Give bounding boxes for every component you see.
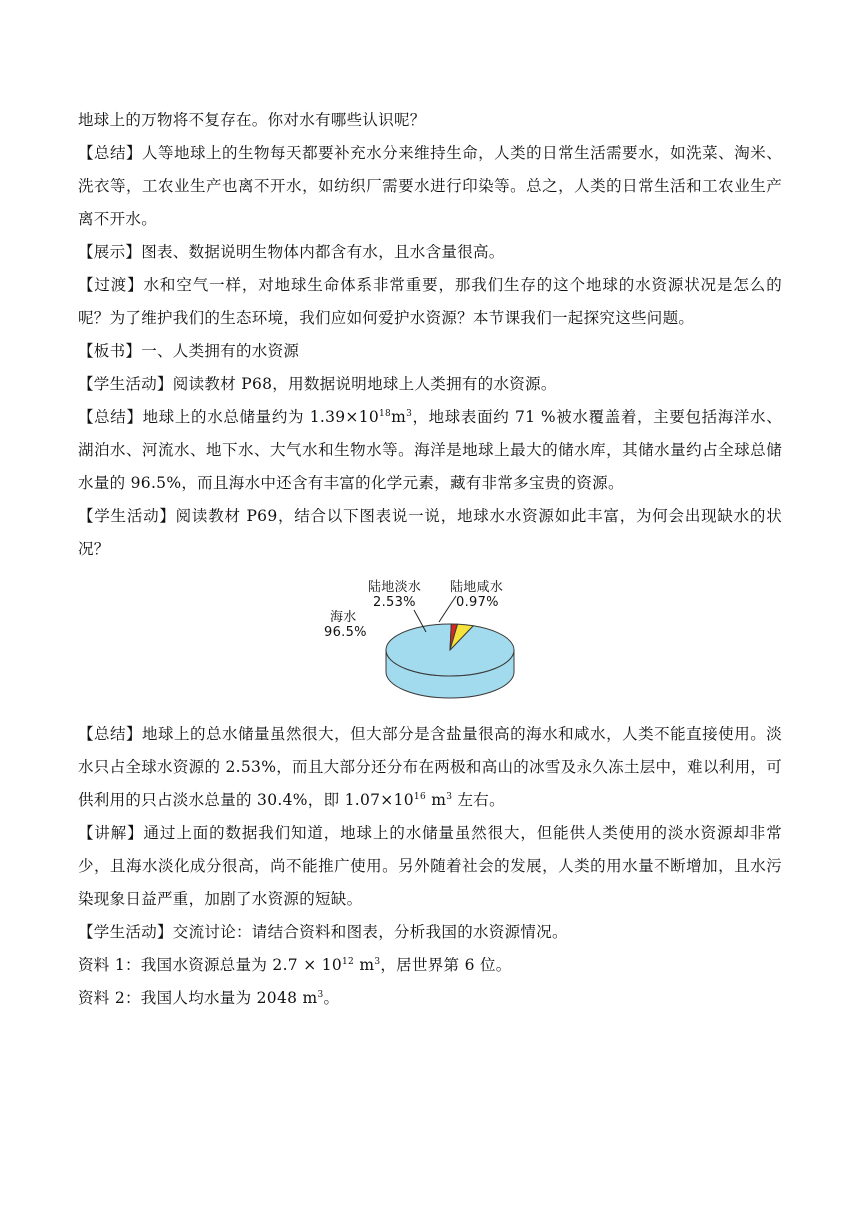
intro-line: 地球上的万物将不复存在。你对水有哪些认识呢？ [78,111,426,129]
water-pie-chart-figure [78,574,782,716]
summary3-exponent: 16 [413,792,426,802]
display-paragraph: 【展示】图表、数据说明生物体内都含有水，且水含量很高。 [78,243,505,261]
label-seawater-value: 96.5% [324,625,367,640]
student-activity-3: 【学生活动】交流讨论：请结合资料和图表，分析我国的水资源情况。 [78,923,568,941]
summary-paragraph-3 [78,718,782,817]
summary2-unit-exponent: 3 [406,409,413,419]
ref1-text-a: 资料 1：我国水资源总量为 2.7 × 10 [78,956,343,974]
document-page [78,104,782,1015]
summary2-exponent: 18 [379,409,392,419]
explain-paragraph: 【讲解】通过上面的数据我们知道，地球上的水储量虽然很大，但能供人类使用的淡水资源却非常少，且海水淡化成分很高，尚不能推广使用。另外随着社会的发展，人类的用水量不断增加，且水污染现象日益严重，加剧了水资源的短缺。 [78,824,782,908]
summary3-text-c: 左右。 [452,791,505,809]
label-saltwater-value: 0.97% [456,595,499,610]
water-pie-chart [316,574,536,716]
ref2-text-a: 资料 2：我国人均水量为 2048 m [78,989,318,1007]
label-freshwater-value: 2.53% [373,595,416,610]
summary2-text-c: ，地球表面约 71 %被水覆盖着，主要包括海洋水、湖泊水、河流水、地下水、大气水和生物水等。海洋是地球上最大的储水库，其储水量约占全球总储水量的 96.5%，而且海水中还含有丰富的化学元素，藏有非常多宝贵的资源。 [78,408,783,492]
label-freshwater-name: 陆地淡水 [368,580,422,595]
pie-body [386,624,514,698]
student-activity-2: 【学生活动】阅读教材 P69，结合以下图表说一说，地球水水资源如此丰富，为何会出现缺水的状况？ [78,507,782,558]
ref1-unit-exponent: 3 [374,957,381,967]
summary-paragraph-2 [78,401,782,500]
reference-2 [78,982,782,1015]
ref2-text-c: 。 [323,989,340,1007]
transition-paragraph: 【过渡】水和空气一样，对地球生命体系非常重要，那我们生存的这个地球的水资源状况是怎么的呢？为了维护我们的生态环境，我们应如何爱护水资源？本节课我们一起探究这些问题。 [78,276,782,327]
summary3-unit: m [425,791,447,809]
summary-paragraph-1: 【总结】人等地球上的生物每天都要补充水分来维持生命，人类的日常生活需要水，如洗菜、淘米、洗衣等，工农业生产也离不开水，如纺织厂需要水进行印染等。总之，人类的日常生活和工农业生产离不开水。 [78,144,782,228]
label-saltwater-name: 陆地咸水 [450,580,504,595]
ref1-exponent: 12 [342,957,355,967]
label-seawater-name: 海水 [330,610,357,625]
board-heading: 【板书】一、人类拥有的水资源 [78,342,300,360]
summary3-unit-exponent: 3 [446,792,453,802]
ref1-text-c: ，居世界第 6 位。 [380,956,512,974]
ref1-unit: m [354,956,375,974]
ref2-unit-exponent: 3 [317,990,324,1000]
summary3-text-a: 【总结】地球上的总水储量虽然很大，但大部分是含盐量很高的海水和咸水，人类不能直接使用。淡水只占全球水资源的 2.53%，而且大部分还分布在两极和高山的冰雪及永久冻土层中，难以利用，可供利用的只占淡水总量的 30.4%，即 1.07×10 [78,725,782,809]
student-activity-1: 【学生活动】阅读教材 P68，用数据说明地球上人类拥有的水资源。 [78,375,557,393]
reference-1 [78,949,782,982]
leader-line-saltwater [439,596,456,622]
summary2-unit: m [391,408,407,426]
summary2-text-a: 【总结】地球上的水总储量约为 1.39×10 [78,408,380,426]
